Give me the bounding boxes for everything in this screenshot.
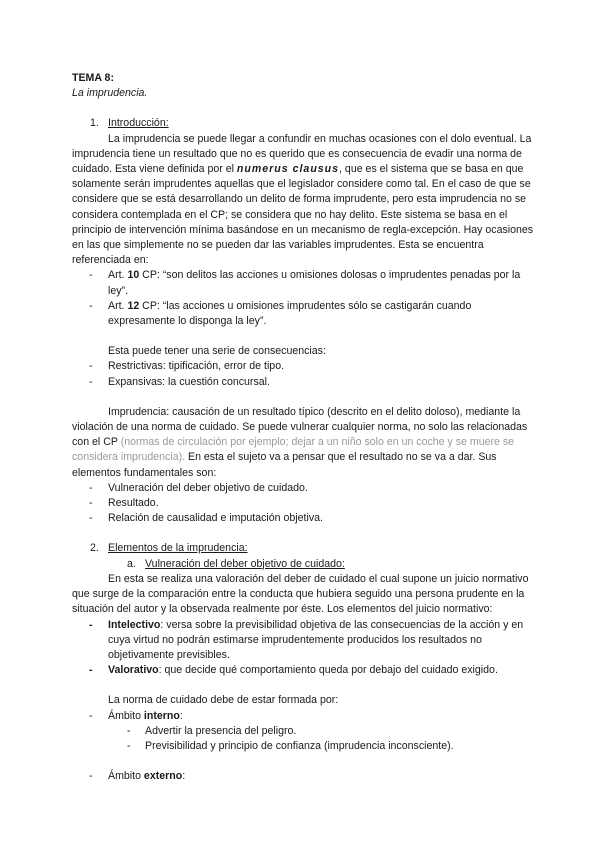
- section-1-heading: [72, 116, 540, 131]
- example-note: (normas de circulación por ejemplo; dejar a un niño solo en un coche y se muere se considera imprudencia).: [72, 436, 515, 464]
- topic-title: TEMA 8:: [72, 72, 114, 84]
- section-number: 1.: [90, 117, 99, 130]
- consequences-intro: Esta puede tener una serie de consecuencias:: [108, 345, 326, 358]
- list-item: - Expansivas: la cuestión concursal.: [89, 375, 270, 388]
- list-item: - Previsibilidad y principio de confianza (imprudencia inconsciente).: [127, 739, 454, 752]
- list-item: - Resultado.: [89, 497, 159, 510]
- article-10-item: - Art. 10 CP: “son delitos las acciones u omisiones dolosas o imprudentes penadas por la ley”.: [89, 269, 521, 297]
- section-title: Introducción:: [108, 117, 169, 130]
- subsection-a-heading: a. Vulneración del deber objetivo de cuidado:: [127, 557, 345, 570]
- norm-intro: La norma de cuidado debe de estar formada por:: [108, 694, 339, 707]
- imprudence-definition-paragraph: Imprudencia: causación de un resultado típico (descrito en el delito doloso), mediante la violación de una norma de cuidado. Se puede vulnerar cualquier norma, no solo las relacionadas con el CP (normas de circulación por ejemplo; dejar a un niño solo en un coche y se muere se considera imprudencia). En esta el sujeto va a pensar que el resultado no se va a dar. Sus elementos fundamentales son:: [72, 405, 528, 479]
- topic-subtitle: La imprudencia.: [72, 87, 148, 100]
- intro-paragraph: La imprudencia se puede llegar a confundir en muchas ocasiones con el dolo eventual. La imprudencia tiene un resultado que no es querido que es consecuencia de evadir una norma de cuidado. Esta viene definida por el numerus clausus, que es el sistema que se basa en que solamente serán imprudentes aquellas que el legislador considere como tal. En el caso de que se considere que se está desarrollando un delito de forma imprudente, pero esta imprudencia no se considera contemplada en el CP; se considera que no hay delito. Este sistema se basa en el principio de intervención mínima basándose en un mecanismo de regla-excepción. Hay ocasiones en las que simplemente no se pueden dar las variables imprudentes. Esta se encuentra referenciada en:: [72, 132, 534, 267]
- intellective-item: - Intelectivo: versa sobre la previsibilidad objetiva de las consecuencias de la acción y en cuya virtud no podrán estimarse imprudentemente producidos los resultados no objetivamente previsibles.: [89, 618, 524, 661]
- external-scope-item: - Ámbito externo:: [89, 770, 186, 783]
- article-12-item: - Art. 12 CP: “las acciones u omisiones imprudentes sólo se castigarán cuando expresamente lo disponga la ley”.: [89, 299, 472, 328]
- section-title: Elementos de la imprudencia:: [108, 542, 248, 555]
- list-item: - Vulneración del deber objetivo de cuidado.: [89, 481, 308, 494]
- section-2-heading: [72, 541, 540, 556]
- valorative-item: - Valorativo: que decide qué comportamiento queda por debajo del cuidado exigido.: [89, 664, 498, 677]
- list-item: - Relación de causalidad e imputación objetiva.: [89, 512, 323, 525]
- section-number: 2.: [90, 542, 99, 555]
- list-item: - Restrictivas: tipificación, error de tipo.: [89, 360, 285, 373]
- duty-of-care-paragraph: En esta se realiza una valoración del deber de cuidado el cual supone un juicio normativo que surge de la comparación entre la conducta que hubiera seguido una persona prudente en la situación del autor y la observada realmente por éste. Los elementos del juicio normativo:: [72, 572, 529, 616]
- internal-scope-item: - Ámbito interno:: [89, 709, 183, 722]
- list-item: - Advertir la presencia del peligro.: [127, 724, 297, 737]
- numerus-clausus-term: numerus clausus: [236, 163, 340, 176]
